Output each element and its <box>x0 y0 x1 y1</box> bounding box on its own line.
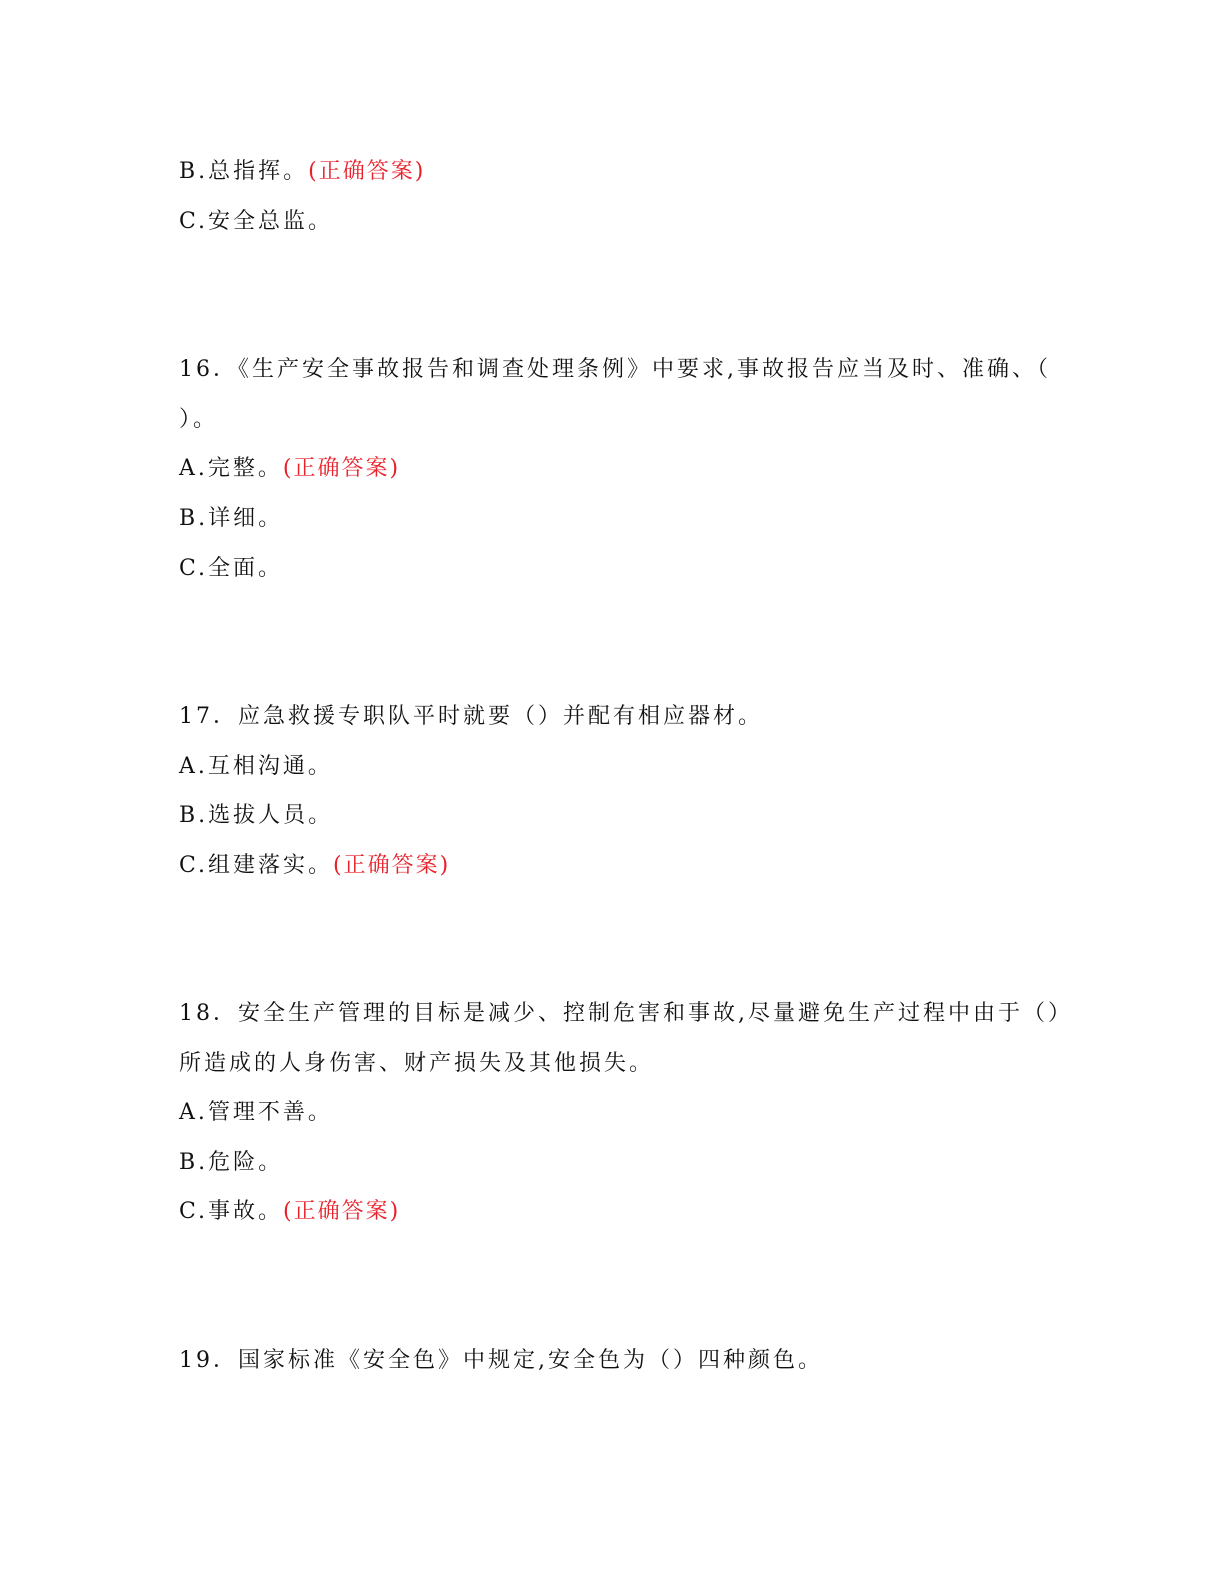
option-text: B.危险。 <box>179 1150 284 1175</box>
q16-stem-line2 <box>179 405 218 435</box>
option-text: C.全面。 <box>179 556 284 581</box>
q18-option-a <box>179 1098 333 1128</box>
q16-stem-line1 <box>179 355 1051 385</box>
q15-option-b <box>179 157 425 187</box>
q17-option-b <box>179 801 333 831</box>
option-text: B.详细。 <box>179 506 284 531</box>
q18-stem-line1 <box>179 999 1073 1029</box>
correct-answer-mark: (正确答案) <box>308 159 426 184</box>
question-stem: 16．《生产安全事故报告和调查处理条例》中要求,事故报告应当及时、准确、（ <box>179 357 1051 382</box>
question-stem: 所造成的人身伤害、财产损失及其他损失。 <box>179 1051 655 1076</box>
q15-option-c <box>179 207 333 237</box>
question-stem: 18．安全生产管理的目标是减少、控制危害和事故,尽量避免生产过程中由于（） <box>179 1001 1073 1026</box>
q17-stem-line1 <box>179 702 763 732</box>
q18-option-b <box>179 1148 283 1178</box>
option-text: C.安全总监。 <box>179 209 334 234</box>
q19-stem-line1 <box>179 1346 823 1376</box>
option-text: C.组建落实。 <box>179 853 334 878</box>
option-text: A.互相沟通。 <box>179 754 333 779</box>
option-text: A.完整。 <box>179 456 283 481</box>
q17-option-a <box>179 752 333 782</box>
q16-option-a <box>179 454 400 484</box>
q17-option-c <box>179 851 450 881</box>
option-text: B.选拔人员。 <box>179 803 334 828</box>
option-text: A.管理不善。 <box>179 1100 333 1125</box>
correct-answer-mark: (正确答案) <box>333 853 451 878</box>
option-text: C.事故。 <box>179 1199 284 1224</box>
q18-stem-line2 <box>179 1049 654 1079</box>
question-stem: 19．国家标准《安全色》中规定,安全色为（）四种颜色。 <box>179 1348 823 1373</box>
correct-answer-mark: (正确答案) <box>283 1199 401 1224</box>
question-stem: ）。 <box>179 407 219 432</box>
question-stem: 17．应急救援专职队平时就要（）并配有相应器材。 <box>179 704 763 729</box>
correct-answer-mark: (正确答案) <box>282 456 401 481</box>
option-text: B.总指挥。 <box>179 159 309 184</box>
q18-option-c <box>179 1197 400 1227</box>
q16-option-b <box>179 504 283 534</box>
q16-option-c <box>179 554 283 584</box>
